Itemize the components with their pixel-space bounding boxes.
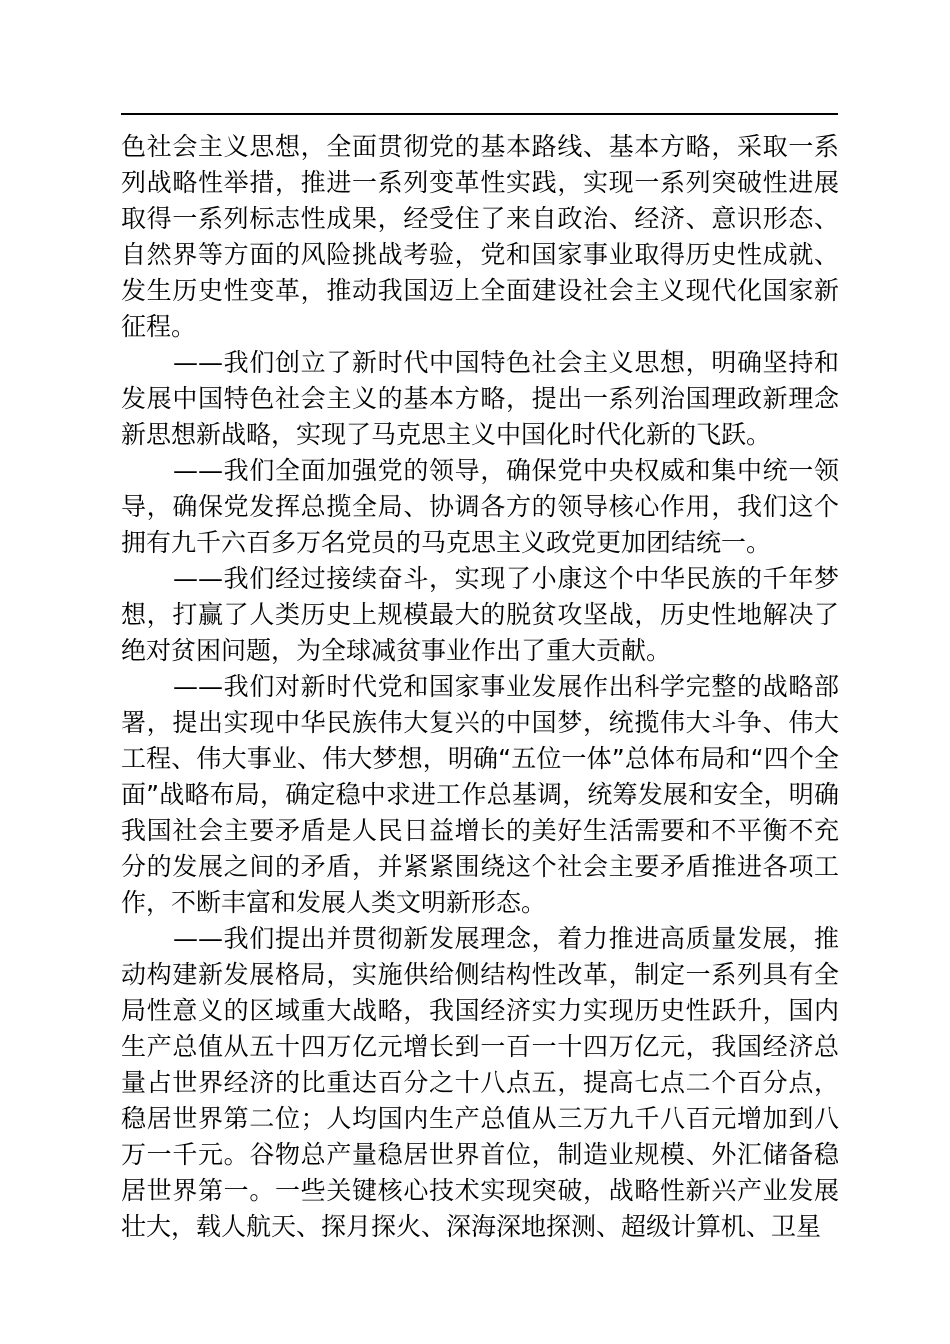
paragraph-thought: ——我们创立了新时代中国特色社会主义思想，明确坚持和发展中国特色社会主义的基本方略，提出一系列治国理政新理念新思想新战略，实现了马克思主义中国化时代化新的飞跃。 [121, 348, 839, 449]
paragraph-leadership: ——我们全面加强党的领导，确保党中央权威和集中统一领导，确保党发挥总揽全局、协调各方的领导核心作用，我们这个拥有九千六百多万名党员的马克思主义政党更加团结统一。 [121, 456, 839, 557]
paragraph-poverty: ——我们经过接续奋斗，实现了小康这个中华民族的千年梦想，打赢了人类历史上规模最大的脱贫攻坚战，历史性地解决了绝对贫困问题，为全球减贫事业作出了重大贡献。 [121, 564, 839, 665]
body-text [121, 129, 839, 1245]
header-rule [121, 113, 838, 115]
paragraph-continuation: 色社会主义思想，全面贯彻党的基本路线、基本方略，采取一系列战略性举措，推进一系列变革性实践，实现一系列突破性进展取得一系列标志性成果，经受住了来自政治、经济、意识形态、自然界等方面的风险挑战考验，党和国家事业取得历史性成就、发生历史性变革，推动我国迈上全面建设社会主义现代化国家新征程。 [121, 132, 839, 341]
paragraph-development: ——我们提出并贯彻新发展理念，着力推进高质量发展，推动构建新发展格局，实施供给侧结构性改革，制定一系列具有全局性意义的区域重大战略，我国经济实力实现历史性跃升，国内生产总值从五十四万亿元增长到一百一十四万亿元，我国经济总量占世界经济的比重达百分之十八点五，提高七点二个百分点，稳居世界第二位；人均国内生产总值从三万九千八百元增加到八万一千元。谷物总产量稳居世界首位，制造业规模、外汇储备稳居世界第一。一些关键核心技术实现突破，战略性新兴产业发展壮大，载人航天、探月探火、深海深地探测、超级计算机、卫星 [121, 924, 839, 1241]
paragraph-strategy: ——我们对新时代党和国家事业发展作出科学完整的战略部署，提出实现中华民族伟大复兴的中国梦，统揽伟大斗争、伟大工程、伟大事业、伟大梦想，明确“五位一体”总体布局和“四个全面”战略布局，确定稳中求进工作总基调，统筹发展和安全，明确我国社会主要矛盾是人民日益增长的美好生活需要和不平衡不充分的发展之间的矛盾，并紧紧围绕这个社会主要矛盾推进各项工作，不断丰富和发展人类文明新形态。 [121, 672, 839, 917]
